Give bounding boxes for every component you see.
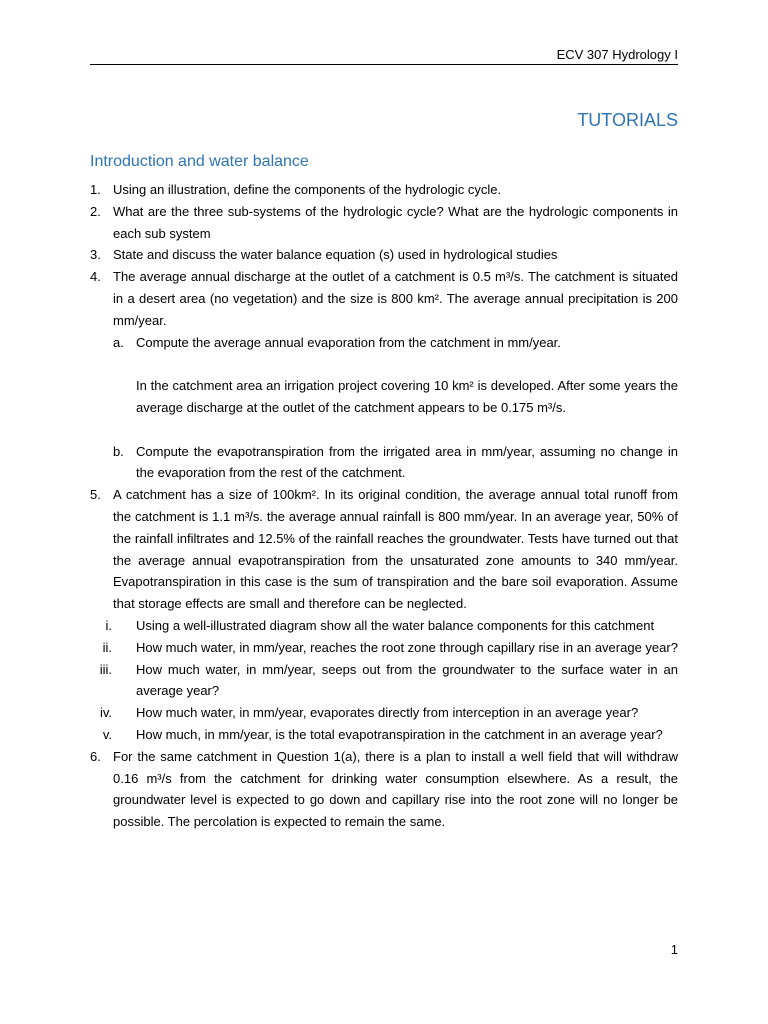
running-header: ECV 307 Hydrology I: [556, 47, 678, 62]
question-list: [90, 179, 678, 833]
question-5-iii: [90, 659, 678, 703]
spacer: [90, 419, 678, 441]
roman-number: i.: [105, 617, 112, 633]
question-5: [90, 484, 678, 615]
roman-number: iv.: [99, 705, 112, 721]
sub-question-text: Compute the evapotranspiration from the irrigated area in mm/year, assuming no change in the evaporation from the rest of the catchment.: [136, 443, 678, 481]
header-rule: [90, 64, 678, 65]
question-text: The average annual discharge at the outlet of a catchment is 0.5 m³/s. The catchment is situated in a desert area (no vegetation) and the size is 800 km². The average annual precipitation is 200 mm/year.: [113, 269, 678, 328]
sub-question-number: b.: [113, 443, 124, 459]
sub-question-text: How much water, in mm/year, reaches the root zone through capillary rise in an average year?: [136, 639, 678, 655]
question-4: [90, 266, 678, 331]
question-text: What are the three sub-systems of the hydrologic cycle? What are the hydrologic components in each sub system: [113, 203, 678, 241]
question-number: 2.: [90, 203, 101, 219]
roman-number: v.: [102, 726, 112, 742]
question-text: For the same catchment in Question 1(a), there is a plan to install a well field that will withdraw 0.16 m³/s from the catchment for drinking water consumption elsewhere. As a result, the groundwater level is expected to go down and capillary rise into the root zone will no longer be possible. The percolation is expected to remain the same.: [113, 748, 678, 830]
question-4b: [90, 441, 678, 485]
question-number: 1.: [90, 182, 101, 197]
roman-number: iii.: [99, 661, 112, 677]
page-title: TUTORIALS: [577, 110, 678, 130]
question-2: [90, 201, 678, 245]
question-number: 3.: [90, 247, 101, 263]
page-number: 1: [670, 942, 678, 957]
question-5-ii: [90, 637, 678, 659]
spacer: [90, 353, 678, 375]
sub-question-text: How much, in mm/year, is the total evapotranspiration in the catchment in an average year?: [136, 726, 663, 742]
sub-question-number: a.: [113, 334, 124, 350]
section-heading: Introduction and water balance: [90, 153, 309, 170]
sub-question-text: How much water, in mm/year, seeps out from the groundwater to the surface water in an average year?: [136, 661, 678, 699]
question-5-i: [90, 615, 678, 637]
sub-question-text: Compute the average annual evaporation from the catchment in mm/year.: [136, 334, 561, 350]
question-4a: [90, 332, 678, 354]
question-6: [90, 746, 678, 833]
question-1: [90, 179, 678, 201]
question-text: Using an illustration, define the components of the hydrologic cycle.: [113, 182, 502, 197]
question-number: 6.: [90, 748, 101, 764]
sub-question-text: Using a well-illustrated diagram show all the water balance components for this catchment: [136, 617, 655, 633]
roman-number: ii.: [102, 639, 112, 655]
question-4-context: In the catchment area an irrigation project covering 10 km² is developed. After some years the average discharge at the outlet of the catchment appears to be 0.175 m³/s.: [136, 378, 678, 415]
question-3: [90, 244, 678, 266]
question-number: 4.: [90, 269, 101, 285]
question-5-v: [90, 724, 678, 746]
question-text: State and discuss the water balance equation (s) used in hydrological studies: [113, 247, 558, 263]
question-text: A catchment has a size of 100km². In its original condition, the average annual total runoff from the catchment is 1.1 m³/s. the average annual rainfall is 800 mm/year. In an average year, 50% of the rainfall infiltrates and 12.5% of the rainfall reaches the groundwater. Tests have turned out that the average annual evapotranspiration from the unsaturated zone amounts to 340 mm/year. Evapotranspiration in this case is the sum of transpiration and the bare soil evaporation. Assume that storage effects are small and therefore can be neglected.: [113, 487, 678, 612]
question-5-iv: [90, 702, 678, 724]
question-number: 5.: [90, 487, 101, 503]
sub-question-text: How much water, in mm/year, evaporates directly from interception in an average year?: [136, 705, 639, 721]
